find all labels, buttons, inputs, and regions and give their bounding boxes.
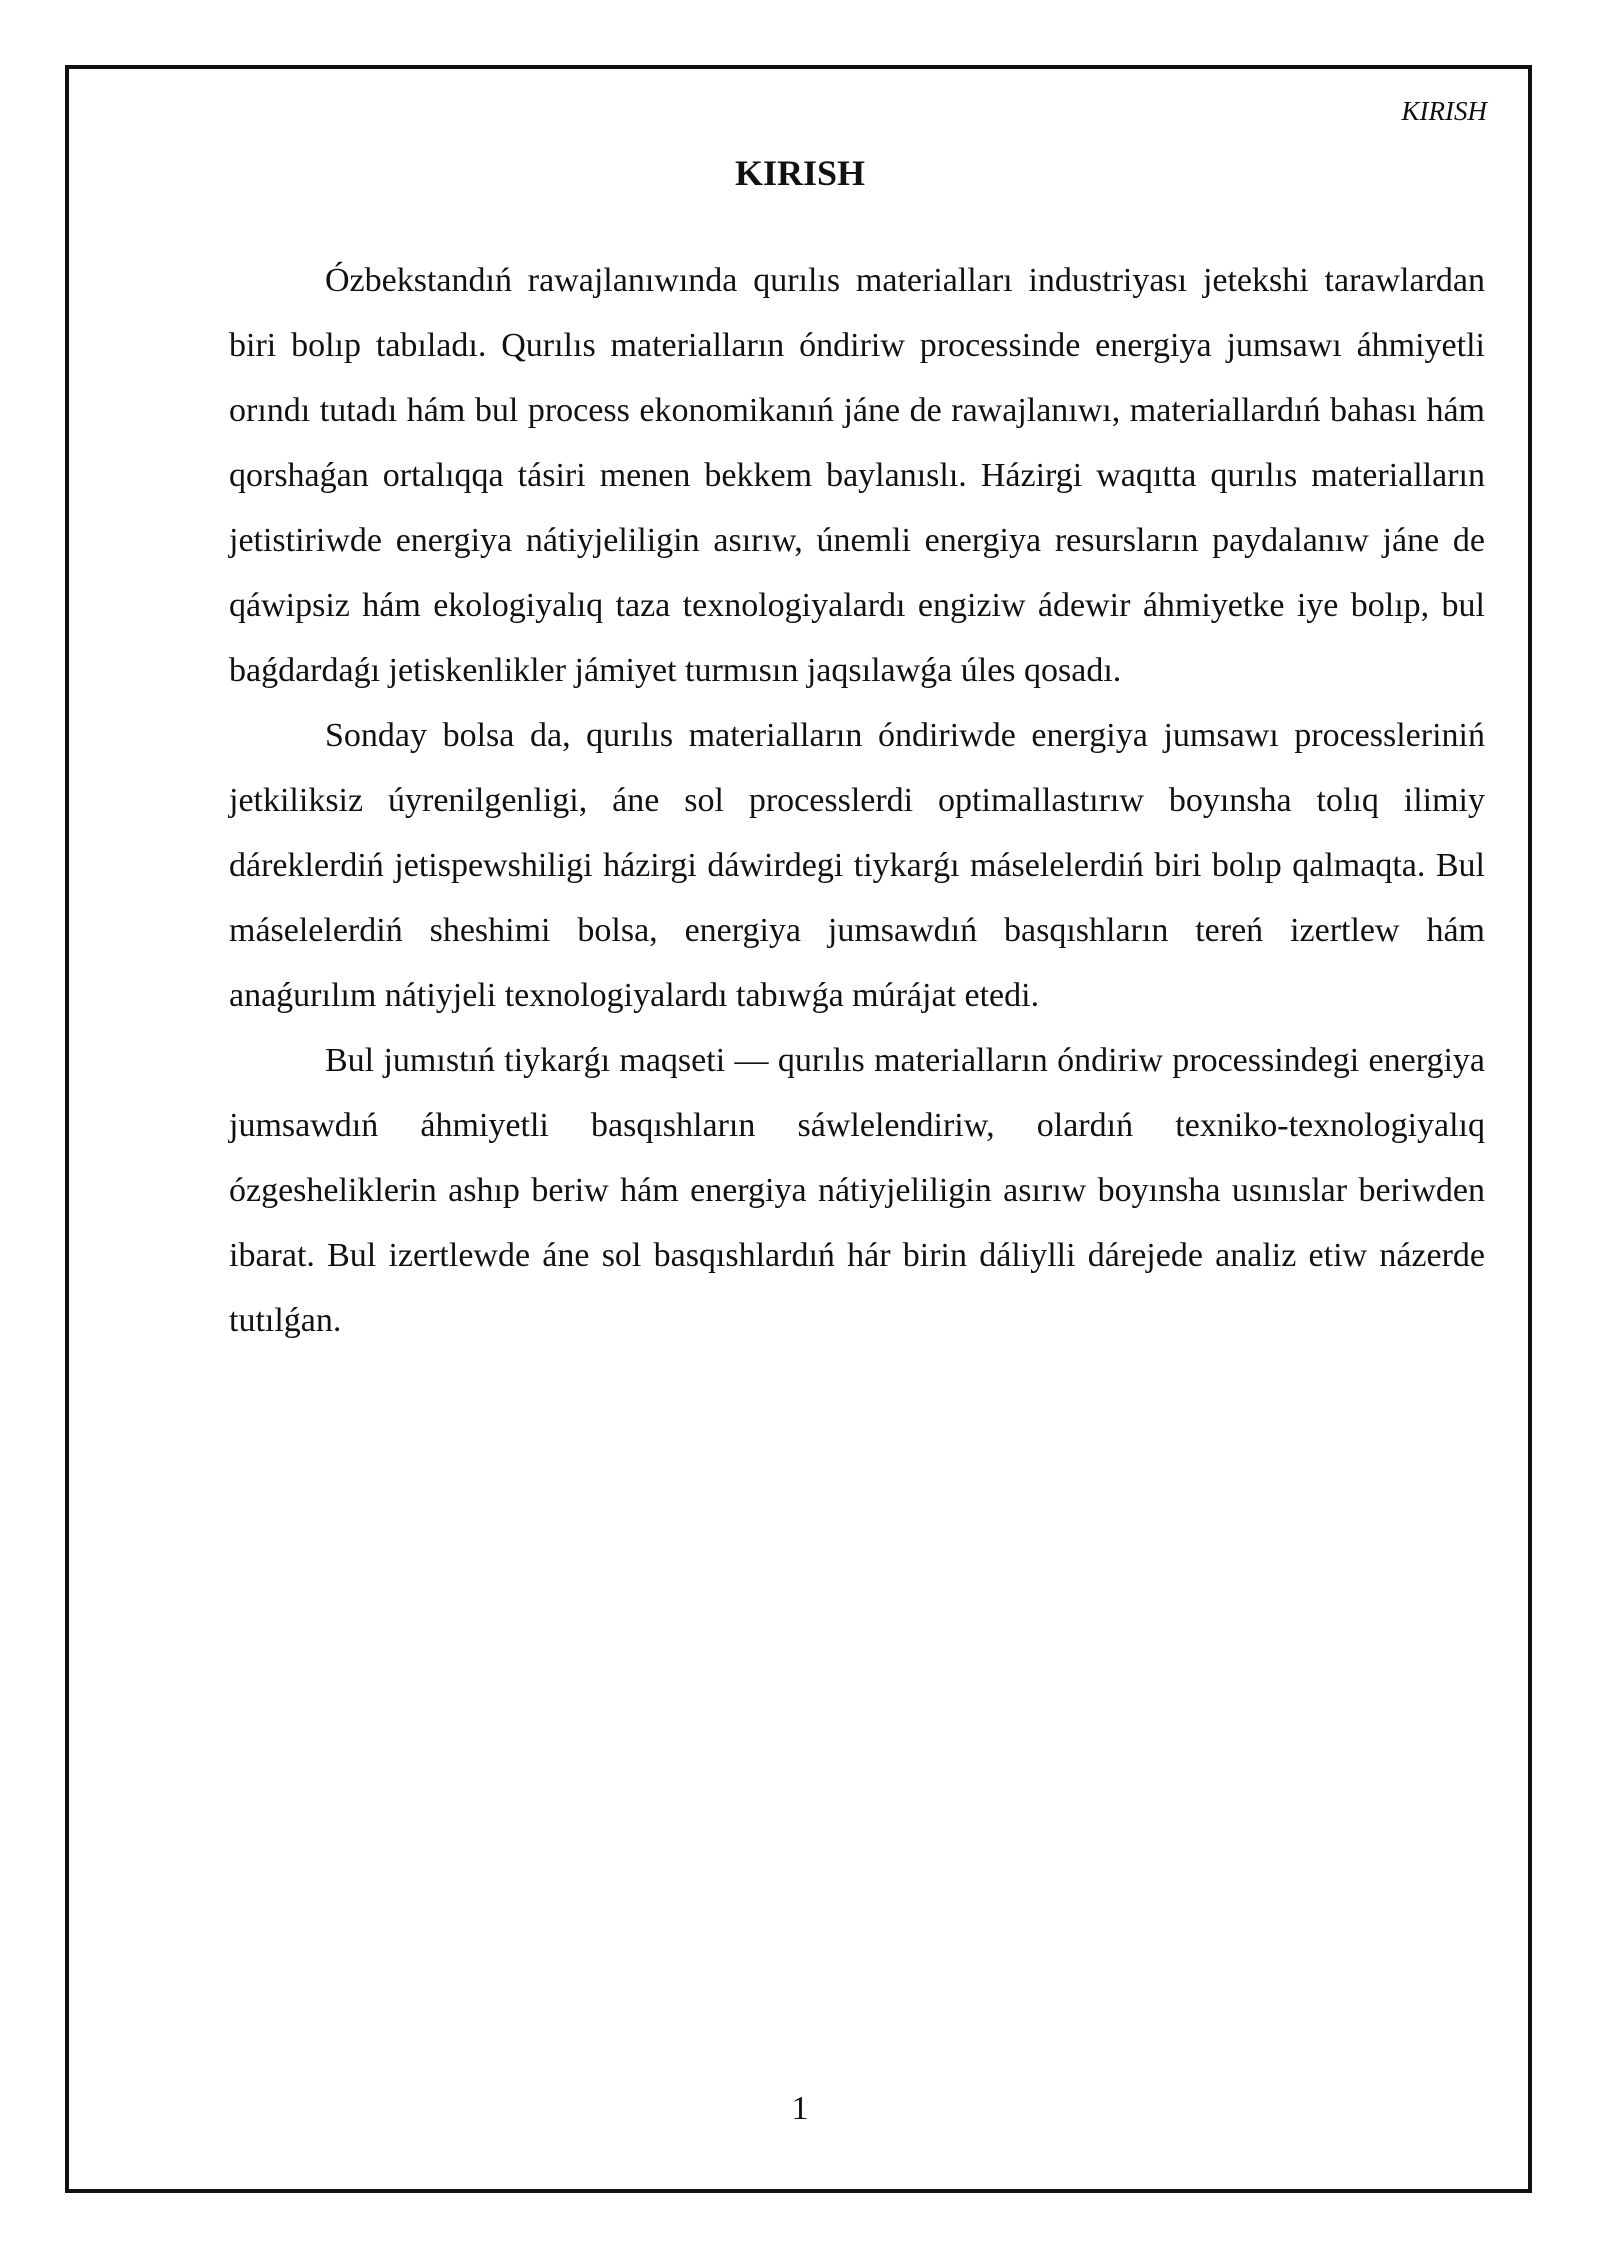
paragraph: Sonday bolsa da, qurılıs materialların óndiriwde energiya jumsawı processleriniń jetkiliksiz úyrenilgenligi, áne sol processlerdi optimallastırıw boyınsha tolıq ilimiy dáreklerdiń jetispewshiligi házirgi dáwirdegi tiykarǵı máselelerdiń biri bolıp qalmaqta. Bul máselelerdiń sheshimi bolsa, energiya jumsawdıń basqıshların tereń izertlew hám anaǵurılım nátiyjeli texnologiyalardı tabıwǵa múrájat etedi. <box>229 717 1485 1014</box>
running-header: KIRISH <box>1401 96 1487 126</box>
paragraph: Bul jumıstıń tiykarǵı maqseti — qurılıs materialların óndiriw processindegi energiya jumsawdıń áhmiyetli basqıshların sáwlelendiriw, olardıń texniko-texnologiyalıq ózgesheliklerin ashıp beriw hám energiya nátiyjeliligin asırıw boyınsha usınıslar beriwden ibarat. Bul izertlewde áne sol basqıshlardıń hár birin dáliylli dárejede analiz etiw názerde tutılǵan. <box>229 1042 1485 1339</box>
paragraph: Ózbekstandıń rawajlanıwında qurılıs materialları industriyası jetekshi tarawlardan biri bolıp tabıladı. Qurılıs materialların óndiriw processinde energiya jumsawı áhmiyetli orındı tutadı hám bul process ekonomikanıń jáne de rawajlanıwı, materiallardıń bahası hám qorshaǵan ortalıqqa tásiri menen bekkem baylanıslı. Házirgi waqıtta qurılıs materialların jetistiriwde energiya nátiyjeliligin asırıw, únemli energiya resursların paydalanıw jáne de qáwipsiz hám ekologiyalıq taza texnologiyalardı engiziw ádewir áhmiyetke iye bolıp, bul baǵdardaǵı jetiskenlikler jámiyet turmısın jaqsılawǵa úles qosadı. <box>229 262 1485 689</box>
body-text <box>229 248 1485 1353</box>
page-title: KIRISH <box>734 153 866 193</box>
page-number: 1 <box>791 2090 809 2127</box>
